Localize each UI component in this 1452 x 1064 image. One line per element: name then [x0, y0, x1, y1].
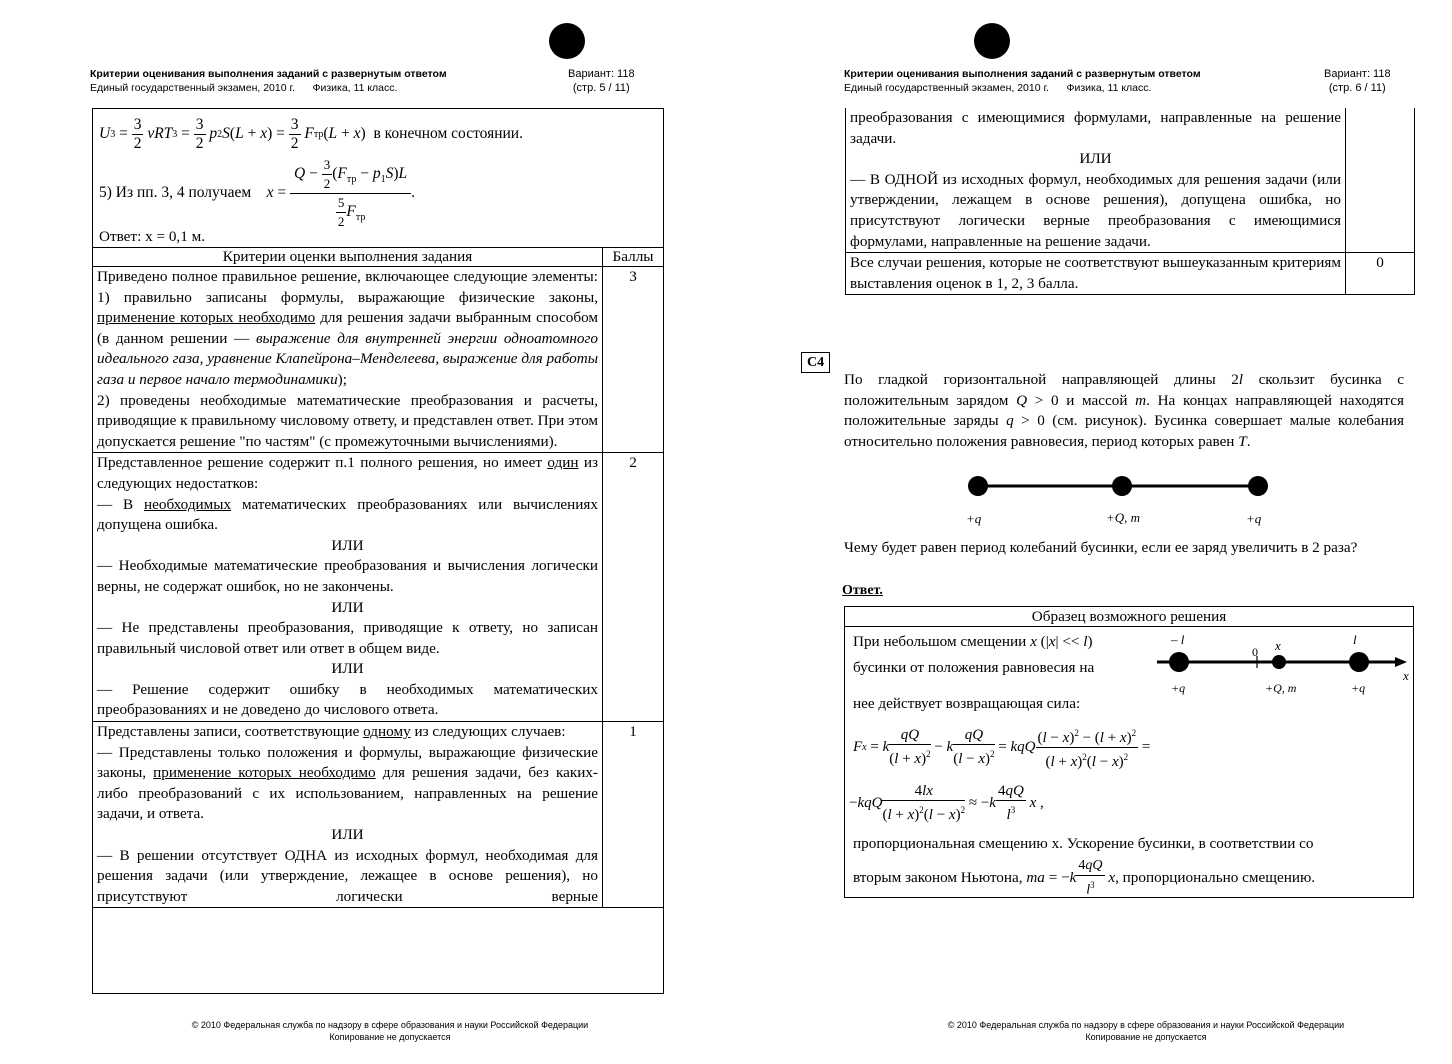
footer-notice: Копирование не допускается	[329, 1032, 451, 1042]
page-header	[844, 67, 1201, 95]
exam-year: Единый государственный экзамен, 2010 г.	[90, 82, 295, 94]
sol-line1: При небольшом смещении x (|x| << l)	[853, 633, 1093, 650]
page-number: (стр. 5 / 11)	[572, 82, 630, 94]
fig1-right-label: +q	[1246, 511, 1262, 526]
step5-text: 5) Из пп. 3, 4 получаем	[99, 184, 252, 201]
row1-opt1-underline: применение которых необходимо	[153, 764, 376, 782]
exam-subject: Физика, 11 класс.	[1066, 82, 1152, 94]
row2-opt1-a: — В	[97, 495, 134, 513]
fig1-center-label: +Q, m	[1106, 510, 1141, 525]
row3-item1-a: 1) правильно записаны формулы, выражающие физические законы,	[97, 288, 598, 306]
page-header-right	[568, 67, 635, 95]
criteria-text-1	[93, 722, 603, 908]
sample-header: Образец возможного решения	[845, 607, 1413, 627]
criteria-row-3	[93, 267, 664, 453]
row3-item1-b: для решения задачи выбранным способом (в данном решении —	[97, 309, 598, 347]
criteria-text-1-cont	[846, 108, 1346, 253]
sol1-text: При небольшом смещении	[853, 633, 1027, 650]
equation-x: 5) Из пп. 3, 4 получаем x = Q − $\frac{3}{2}$ $(F_{тр} - p_1S)L$ $\frac{5}{2}$ $F_{тр}$ .	[99, 156, 416, 229]
problem-text: По гладкой горизонтальной направляющей длины 2l скользит бусинка с положительным зарядом Q > 0 и массой m. На концах направляющей находятся положительные заряды q > 0 (см. рисунок). Бусинка совершает малые колебания относительно положения равновесия, период которых равен T.	[844, 371, 1405, 450]
score-2: 2	[603, 453, 664, 722]
row3-item2: 2) проведены необходимые математические преобразования и расчеты, приводящие к правильному числовому ответу, и представлен ответ. При этом допускается решение "по частям" (с промежуточными вычислениями).	[97, 391, 598, 450]
row1-intro-a: Представлены записи, соответствующие	[97, 723, 360, 741]
row1-opt1-b: для решения задачи, без каких-либо преобразований с их использованием, направленных на решение задачи, и ответа.	[97, 764, 598, 823]
criteria-table-cont	[845, 108, 1415, 295]
row2-opt3: — Не представлены преобразования, приводящие к ответу, но записан правильный числовой ответ или ответ в общем виде.	[97, 619, 598, 657]
problem-d: . На концах направляющей находятся положительные заряды	[844, 391, 1404, 430]
fig2-axis-label: x	[1403, 668, 1409, 683]
row1-intro-underline: одному	[363, 723, 411, 741]
sol5-text: вторым законом Ньютона,	[853, 869, 1023, 886]
row2-or-1: ИЛИ	[331, 536, 364, 554]
fig2-center-label: +Q, m	[1265, 681, 1297, 695]
task-label: С4	[801, 352, 830, 373]
fig2-x: x	[1275, 638, 1281, 653]
criteria-row-2	[93, 453, 664, 722]
row1-opt1-a: — Представлены только положения и формулы, выражающие физические законы,	[97, 743, 598, 782]
page-number: (стр. 6 / 11)	[1328, 82, 1386, 94]
punch-hole	[974, 23, 1010, 59]
criteria-header-row	[93, 248, 664, 267]
fig2-minus-l: – l	[1171, 634, 1185, 647]
sol-bead	[1272, 655, 1286, 669]
row1-cont2: — В ОДНОЙ из исходных формул, необходимых для решения задачи (или утверждении, лежащем в основе решения), допущена ошибка, но присутствуют логически верные преобразования с имеющимися формулами, направленные на решение задачи.	[850, 170, 1341, 250]
variant-label: Вариант: 118	[1324, 68, 1391, 80]
row3-item1-end: );	[337, 370, 347, 388]
force-equation-1: F x = k $\frac{qQ}{(l + x)^2}$ − k $\frac{qQ}{(l - x)^2}$ = kqQ $\frac{(l - x)^2 - (l + x)^2}{(l + x)^2(l - x)^2}$ =	[853, 720, 1150, 774]
fig2-right-label: +q	[1351, 681, 1366, 695]
row2-opt1	[97, 495, 598, 536]
row2-opt1-b: математических преобразованиях или вычислениях допущена ошибка.	[97, 495, 598, 534]
sol-line4: пропорциональная смещению x. Ускорение бусинки, в соответствии со	[853, 835, 1314, 852]
row2-opt1-underline: необходимых	[144, 495, 232, 513]
header-title: Критерии оценивания выполнения заданий с развернутым ответом	[844, 68, 1201, 80]
row1-opt2: — В решении отсутствует ОДНА из исходных формул, необходимая для решения задачи (или утверждение, лежащее в основе решения), но присутствуют логически верные	[97, 846, 598, 905]
variant-label: Вариант: 118	[568, 68, 635, 80]
criteria-text-0: Все случаи решения, которые не соответствуют вышеуказанным критериям выставления оценок в 1, 2, 3 балла.	[846, 253, 1346, 295]
bead	[1112, 476, 1132, 496]
row2-intro-underline: один	[547, 454, 579, 472]
charge-right	[1248, 476, 1268, 496]
problem-a: По гладкой горизонтальной направляющей длины 2	[844, 371, 1239, 388]
row2-opt4: — Решение содержит ошибку в необходимых математических преобразованиях и не доведено до числового ответа.	[97, 680, 598, 719]
solution-box	[92, 108, 664, 994]
row3-item1-italic: выражение для внутренней энергии одноатомного идеального газа, уравнение Клапейрона–Менделеева, выражение для работы газа и первое начало термодинамики	[97, 329, 598, 388]
footer-copyright: © 2010 Федеральная служба по надзору в сфере образования и науки Российской Федерации	[191, 1020, 589, 1030]
score-3: 3	[603, 267, 664, 453]
row1-or-2: ИЛИ	[1079, 150, 1112, 168]
footer-notice: Копирование не допускается	[1085, 1032, 1207, 1042]
score-1: 1	[603, 722, 664, 908]
fig2-zero: 0	[1252, 645, 1258, 659]
fig2-left-label: +q	[1171, 681, 1186, 695]
row1-intro-b: из следующих случаев:	[414, 723, 566, 741]
problem-b: скользит бусинка с положительным зарядом	[844, 371, 1404, 409]
exam-subject: Физика, 11 класс.	[312, 82, 398, 94]
answer-line: Ответ: x = 0,1 м.	[99, 228, 206, 245]
equation-tail-text: в конечном состоянии.	[373, 125, 523, 142]
footer-copyright: © 2010 Федеральная служба по надзору в сфере образования и науки Российской Федерации	[947, 1020, 1345, 1030]
question-text: Чему будет равен период колебаний бусинки, если ее заряд увеличить в 2 раза?	[844, 539, 1358, 556]
sample-content	[844, 628, 1413, 897]
row1-cont1: преобразования с имеющимися формулами, направленные на решение задачи.	[850, 109, 1341, 147]
fig2-l: l	[1353, 634, 1357, 647]
answer-label: Ответ.	[842, 583, 883, 598]
criteria-header: Критерии оценки выполнения задания	[93, 248, 603, 267]
page-right	[726, 0, 1452, 1064]
row3-item1-underline: применение которых необходимо	[97, 309, 316, 327]
row2-intro	[97, 453, 598, 494]
row1-intro	[97, 722, 598, 743]
criteria-row-1	[93, 722, 664, 908]
charge-left	[968, 476, 988, 496]
row3-intro: Приведено полное правильное решение, включающее следующие элементы:	[97, 268, 598, 285]
exam-year: Единый государственный экзамен, 2010 г.	[844, 82, 1049, 94]
sol5-tail: , пропорционально смещению.	[1115, 869, 1316, 886]
score-1-cont	[1346, 108, 1415, 253]
criteria-text-3	[93, 267, 603, 453]
page-header-right	[1324, 67, 1391, 95]
criteria-row-0	[846, 253, 1415, 295]
sol-line5: вторым законом Ньютона, ma = − k $\frac{4qQ}{l^3}$ x , пропорционально смещению.	[853, 857, 1316, 898]
sol-charge-right	[1349, 652, 1369, 672]
criteria-table	[92, 247, 664, 908]
equation-u3: U 3 = $\frac{3}{2}$ νRT 3 = $\frac{3}{2}$ p 2 S ( L + x ) = $\frac{3}{2}$ F тр ( L + x ) в конечном состоянии.	[99, 115, 523, 152]
row2-or-2: ИЛИ	[331, 598, 364, 616]
sample-solution-box	[844, 606, 1414, 898]
header-title: Критерии оценивания выполнения заданий с развернутым ответом	[90, 68, 447, 80]
page-header	[90, 67, 447, 95]
score-0: 0	[1346, 253, 1415, 295]
sol-line2: бусинки от положения равновесия на	[853, 659, 1095, 676]
problem-figure	[956, 470, 1276, 532]
row2-intro-a: Представленное решение содержит п.1 полного решения, но имеет	[97, 454, 542, 472]
row3-item1	[97, 288, 598, 391]
row1-or-1: ИЛИ	[331, 826, 364, 844]
row1-opt1	[97, 743, 598, 825]
punch-hole	[549, 23, 585, 59]
criteria-row-1-cont	[846, 108, 1415, 253]
row2-or-3: ИЛИ	[331, 660, 364, 678]
row2-opt2: — Необходимые математические преобразования и вычисления логически верны, не содержат ошибок, но не закончены.	[97, 557, 598, 595]
header-subtitle	[844, 81, 1201, 95]
criteria-text-2	[93, 453, 603, 722]
header-subtitle	[90, 81, 447, 95]
problem-e: (см. рисунок). Бусинка совершает малые колебания относительно положения равновесия, период которых равен	[844, 412, 1405, 450]
sol-charge-left	[1169, 652, 1189, 672]
sol-line3: нее действует возвращающая сила:	[853, 695, 1081, 712]
solution-figure	[1153, 634, 1415, 696]
row2-intro-b: из следующих недостатков:	[97, 454, 598, 492]
problem-c: и массой	[1066, 391, 1128, 409]
page-footer	[90, 1019, 690, 1043]
score-header: Баллы	[603, 248, 664, 267]
page-footer	[846, 1019, 1446, 1043]
fig1-left-label: +q	[966, 511, 982, 526]
force-equation-2: − kqQ $\frac{4lx}{(l + x)^2(l - x)^2}$ ≈ − k $\frac{4qQ}{l^3}$ x ,	[849, 783, 1044, 823]
